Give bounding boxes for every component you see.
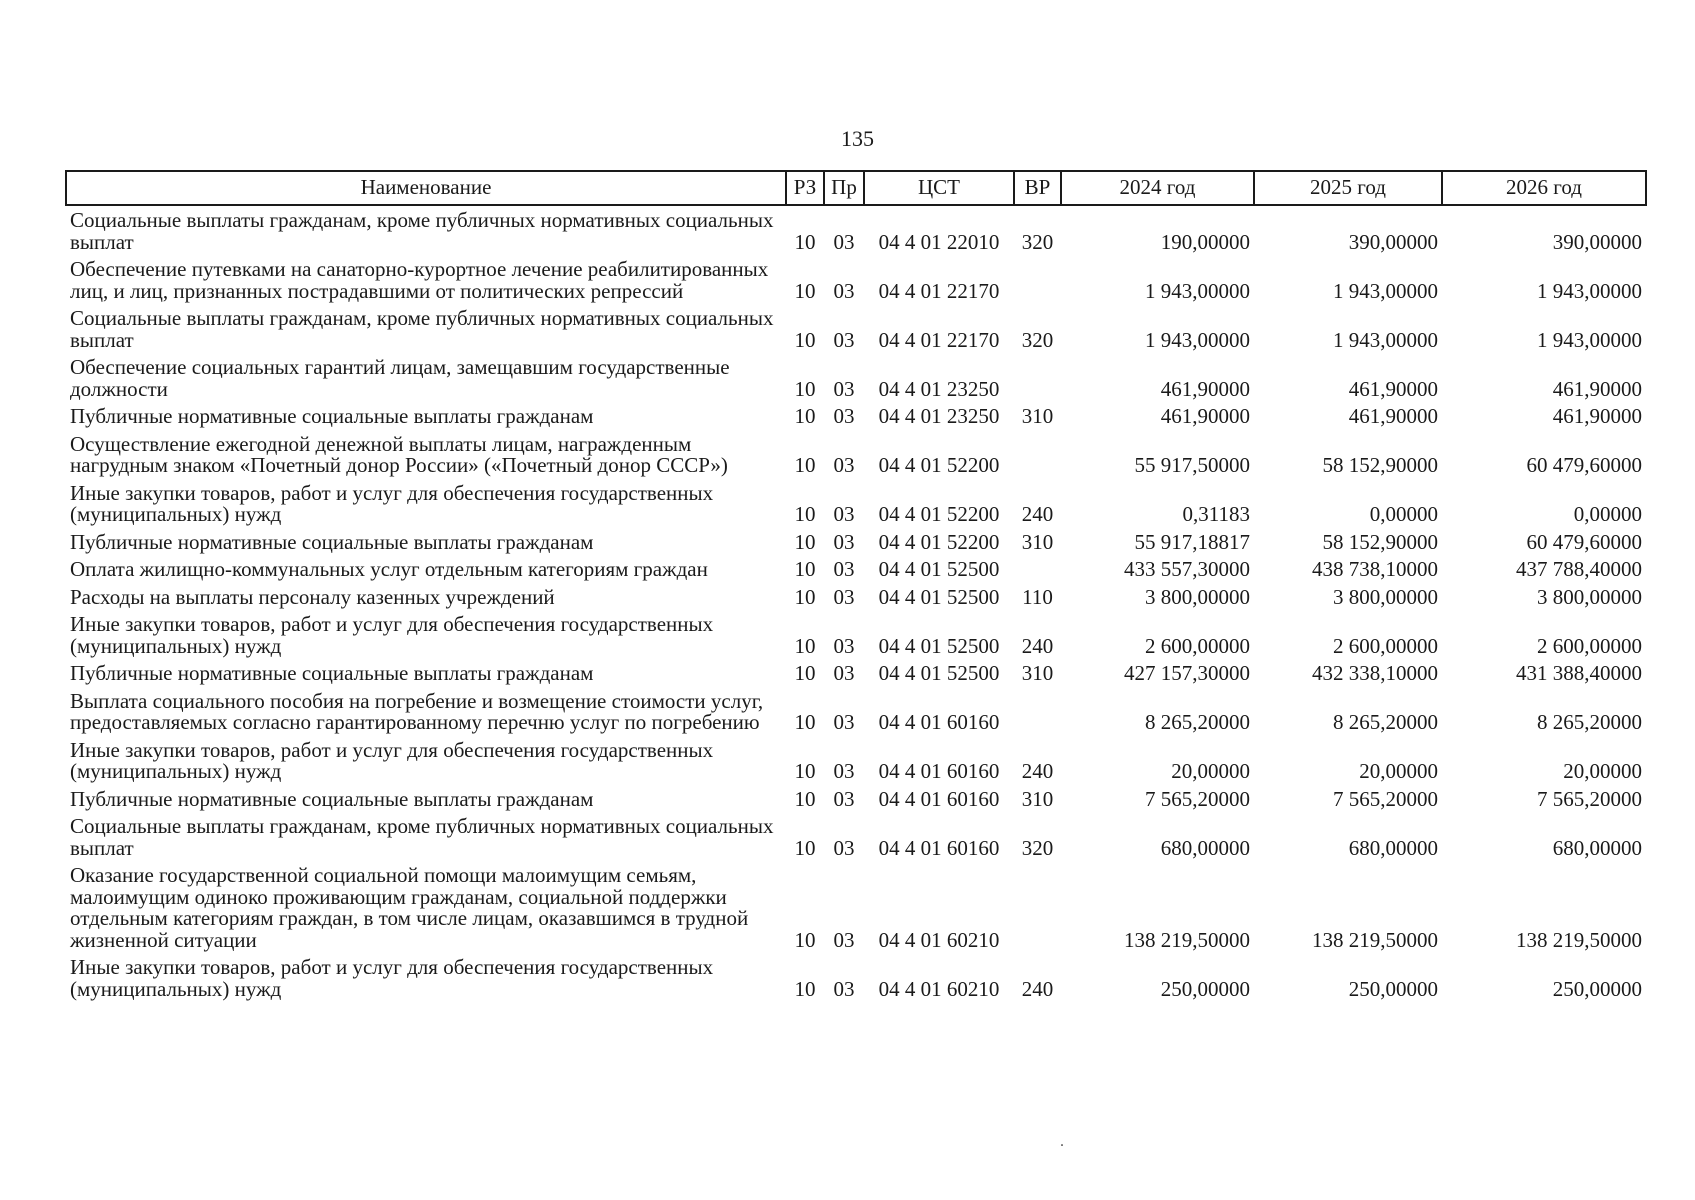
page-number: 135 xyxy=(841,126,874,151)
cell-cst: 04 4 01 52500 xyxy=(878,661,1000,685)
cell-vr: 310 xyxy=(1021,661,1054,685)
table-row xyxy=(66,814,1646,863)
cell-name: Расходы на выплаты персоналу казенных учреждений xyxy=(70,584,555,609)
cell-2026: 250,00000 xyxy=(1552,976,1642,1001)
header-name: Наименование xyxy=(66,171,786,205)
cell-2024: 55 917,18817 xyxy=(1134,529,1250,554)
cell-name: Публичные нормативные социальные выплаты гражданам xyxy=(70,786,594,811)
cell-vr: 310 xyxy=(1021,404,1054,428)
cell-cst: 04 4 01 52500 xyxy=(878,584,1000,609)
cell-2025: 2 600,00000 xyxy=(1333,633,1438,658)
cell-2025: 0,00000 xyxy=(1369,502,1438,526)
cell-name: Социальные выплаты гражданам, кроме публичных нормативных социальных выплат xyxy=(70,306,774,352)
cell-2024: 427 157,30000 xyxy=(1124,661,1250,685)
cell-2026: 437 788,40000 xyxy=(1516,557,1642,581)
cell-cst: 04 4 01 52500 xyxy=(878,557,1000,581)
cell-cst: 04 4 01 60160 xyxy=(878,759,1000,783)
cell-2026: 138 219,50000 xyxy=(1516,927,1642,952)
cell-2026: 461,90000 xyxy=(1552,404,1642,428)
cell-pr: 03 xyxy=(833,835,855,860)
cell-name: Публичные нормативные социальные выплаты гражданам xyxy=(70,529,594,554)
cell-rz: 10 xyxy=(794,927,816,952)
cell-name: Публичные нормативные социальные выплаты гражданам xyxy=(70,661,594,685)
table-row xyxy=(66,955,1646,1004)
cell-rz: 10 xyxy=(794,633,816,658)
cell-2024: 55 917,50000 xyxy=(1134,453,1250,477)
cell-pr: 03 xyxy=(833,927,855,952)
cell-name: Иные закупки товаров, работ и услуг для обеспечения государственных (муниципальных) нужд xyxy=(70,955,714,1001)
cell-rz: 10 xyxy=(794,835,816,860)
cell-pr: 03 xyxy=(833,759,855,783)
cell-rz: 10 xyxy=(794,976,816,1001)
cell-2026: 1 943,00000 xyxy=(1537,278,1642,303)
cell-2025: 8 265,20000 xyxy=(1333,710,1438,734)
cell-2024: 250,00000 xyxy=(1160,976,1250,1001)
cell-2025: 20,00000 xyxy=(1359,759,1438,783)
cell-vr xyxy=(1014,689,1061,738)
table-body xyxy=(66,205,1646,1004)
table-row xyxy=(66,205,1646,257)
cell-2024: 0,31183 xyxy=(1182,502,1250,526)
table-row xyxy=(66,257,1646,306)
cell-rz: 10 xyxy=(794,376,816,401)
cell-2026: 7 565,20000 xyxy=(1537,786,1642,811)
cell-rz: 10 xyxy=(794,661,816,685)
cell-rz: 10 xyxy=(794,557,816,581)
cell-vr xyxy=(1014,557,1061,585)
cell-name: Иные закупки товаров, работ и услуг для обеспечения государственных (муниципальных) нужд xyxy=(70,737,714,783)
cell-vr xyxy=(1014,432,1061,481)
cell-name: Обеспечение социальных гарантий лицам, замещавшим государственные должности xyxy=(70,355,730,401)
cell-cst: 04 4 01 60160 xyxy=(878,835,1000,860)
cell-cst: 04 4 01 60160 xyxy=(878,710,1000,734)
cell-pr: 03 xyxy=(833,710,855,734)
cell-name: Обеспечение путевками на санаторно-курортное лечение реабилитированных лиц, и лиц, признанных пострадавшими от политических репрессий xyxy=(70,257,769,303)
cell-cst: 04 4 01 52200 xyxy=(878,529,1000,554)
cell-2025: 438 738,10000 xyxy=(1312,557,1438,581)
cell-rz: 10 xyxy=(794,529,816,554)
cell-2026: 60 479,60000 xyxy=(1526,453,1642,477)
cell-pr: 03 xyxy=(833,661,855,685)
cell-pr: 03 xyxy=(833,633,855,658)
cell-2026: 1 943,00000 xyxy=(1537,327,1642,352)
cell-2024: 20,00000 xyxy=(1171,759,1250,783)
table-row xyxy=(66,661,1646,689)
cell-name: Иные закупки товаров, работ и услуг для обеспечения государственных (муниципальных) нужд xyxy=(70,612,714,658)
header-vr: ВР xyxy=(1014,171,1061,205)
table-header xyxy=(66,171,1646,205)
cell-2025: 58 152,90000 xyxy=(1322,453,1438,477)
table-row xyxy=(66,481,1646,530)
cell-name: Социальные выплаты гражданам, кроме публичных нормативных социальных выплат xyxy=(70,814,774,860)
cell-vr: 240 xyxy=(1021,502,1054,526)
table-row xyxy=(66,404,1646,432)
cell-rz: 10 xyxy=(794,278,816,303)
cell-pr: 03 xyxy=(833,404,855,428)
cell-name: Иные закупки товаров, работ и услуг для обеспечения государственных (муниципальных) нужд xyxy=(70,480,714,526)
header-2024: 2024 год xyxy=(1061,171,1254,205)
cell-pr: 03 xyxy=(833,453,855,477)
cell-pr: 03 xyxy=(833,502,855,526)
cell-rz: 10 xyxy=(794,759,816,783)
table-row xyxy=(66,432,1646,481)
cell-2026: 390,00000 xyxy=(1552,229,1642,254)
cell-2025: 432 338,10000 xyxy=(1312,661,1438,685)
cell-2025: 680,00000 xyxy=(1348,835,1438,860)
table-row xyxy=(66,530,1646,558)
table-row xyxy=(66,689,1646,738)
cell-pr: 03 xyxy=(833,529,855,554)
table-row xyxy=(66,355,1646,404)
cell-pr: 03 xyxy=(833,976,855,1001)
cell-2024: 2 600,00000 xyxy=(1145,633,1250,658)
cell-cst: 04 4 01 60160 xyxy=(878,786,1000,811)
cell-2026: 0,00000 xyxy=(1573,502,1642,526)
cell-name: Публичные нормативные социальные выплаты гражданам xyxy=(70,404,594,428)
cell-vr: 320 xyxy=(1021,229,1054,254)
cell-rz: 10 xyxy=(794,786,816,811)
cell-2025: 461,90000 xyxy=(1348,376,1438,401)
cell-name: Оказание государственной социальной помощи малоимущим семьям, малоимущим одиноко проживающим гражданам, социальной поддержки отдельным категориям граждан, в том числе лицам, оказавшимся в трудной жизненной ситуации xyxy=(70,863,749,952)
cell-pr: 03 xyxy=(833,557,855,581)
cell-2024: 680,00000 xyxy=(1160,835,1250,860)
cell-2024: 138 219,50000 xyxy=(1124,927,1250,952)
cell-2025: 390,00000 xyxy=(1348,229,1438,254)
cell-2025: 461,90000 xyxy=(1348,404,1438,428)
cell-rz: 10 xyxy=(794,404,816,428)
header-row xyxy=(66,171,1646,205)
cell-2025: 58 152,90000 xyxy=(1322,529,1438,554)
table-row xyxy=(66,787,1646,815)
cell-2024: 1 943,00000 xyxy=(1145,327,1250,352)
cell-pr: 03 xyxy=(833,278,855,303)
cell-vr: 240 xyxy=(1021,759,1054,783)
cell-cst: 04 4 01 60210 xyxy=(878,976,1000,1001)
cell-vr: 310 xyxy=(1021,786,1054,811)
cell-cst: 04 4 01 23250 xyxy=(878,376,1000,401)
cell-name: Социальные выплаты гражданам, кроме публичных нормативных социальных выплат xyxy=(70,208,774,254)
cell-vr xyxy=(1014,257,1061,306)
cell-rz: 10 xyxy=(794,710,816,734)
cell-name: Осуществление ежегодной денежной выплаты лицам, награжденным нагрудным знаком «Почетный донор России» («Почетный донор СССР») xyxy=(70,431,728,477)
cell-vr xyxy=(1014,863,1061,955)
cell-rz: 10 xyxy=(794,584,816,609)
cell-cst: 04 4 01 22010 xyxy=(878,229,1000,254)
cell-pr: 03 xyxy=(833,327,855,352)
cell-2026: 680,00000 xyxy=(1552,835,1642,860)
cell-2026: 431 388,40000 xyxy=(1516,661,1642,685)
cell-2026: 461,90000 xyxy=(1552,376,1642,401)
cell-2026: 60 479,60000 xyxy=(1526,529,1642,554)
cell-cst: 04 4 01 52500 xyxy=(878,633,1000,658)
cell-2024: 8 265,20000 xyxy=(1145,710,1250,734)
cell-2025: 7 565,20000 xyxy=(1333,786,1438,811)
header-2025: 2025 год xyxy=(1254,171,1442,205)
cell-vr: 240 xyxy=(1021,633,1054,658)
cell-rz: 10 xyxy=(794,327,816,352)
cell-vr: 320 xyxy=(1021,835,1054,860)
cell-name: Оплата жилищно-коммунальных услуг отдельным категориям граждан xyxy=(70,557,708,581)
cell-pr: 03 xyxy=(833,786,855,811)
cell-vr xyxy=(1014,355,1061,404)
cell-2024: 3 800,00000 xyxy=(1145,584,1250,609)
budget-table xyxy=(65,170,1647,1004)
cell-2024: 461,90000 xyxy=(1160,404,1250,428)
cell-2024: 190,00000 xyxy=(1160,229,1250,254)
cell-cst: 04 4 01 52200 xyxy=(878,502,1000,526)
table-row xyxy=(66,738,1646,787)
cell-2025: 138 219,50000 xyxy=(1312,927,1438,952)
cell-cst: 04 4 01 52200 xyxy=(878,453,1000,477)
cell-pr: 03 xyxy=(833,584,855,609)
cell-vr: 310 xyxy=(1021,529,1054,554)
cell-rz: 10 xyxy=(794,502,816,526)
table-row xyxy=(66,557,1646,585)
cell-pr: 03 xyxy=(833,376,855,401)
cell-2025: 3 800,00000 xyxy=(1333,584,1438,609)
cell-name: Выплата социального пособия на погребение и возмещение стоимости услуг, предоставляемых согласно гарантированному перечню услуг по погребению xyxy=(70,688,764,734)
table-row xyxy=(66,612,1646,661)
cell-rz: 10 xyxy=(794,453,816,477)
header-pr: Пр xyxy=(824,171,864,205)
cell-rz: 10 xyxy=(794,229,816,254)
stray-mark: . xyxy=(1060,1133,1064,1150)
cell-vr: 320 xyxy=(1021,327,1054,352)
cell-cst: 04 4 01 22170 xyxy=(878,278,1000,303)
cell-2026: 2 600,00000 xyxy=(1537,633,1642,658)
table-row xyxy=(66,863,1646,955)
table-row xyxy=(66,306,1646,355)
cell-2024: 461,90000 xyxy=(1160,376,1250,401)
cell-2026: 3 800,00000 xyxy=(1537,584,1642,609)
header-cst: ЦСТ xyxy=(864,171,1014,205)
header-2026: 2026 год xyxy=(1442,171,1646,205)
cell-vr: 240 xyxy=(1021,976,1054,1001)
cell-2024: 7 565,20000 xyxy=(1145,786,1250,811)
cell-2026: 8 265,20000 xyxy=(1537,710,1642,734)
cell-2024: 433 557,30000 xyxy=(1124,557,1250,581)
cell-2025: 250,00000 xyxy=(1348,976,1438,1001)
cell-cst: 04 4 01 23250 xyxy=(878,404,1000,428)
cell-2025: 1 943,00000 xyxy=(1333,278,1438,303)
cell-vr: 110 xyxy=(1022,584,1053,609)
cell-2025: 1 943,00000 xyxy=(1333,327,1438,352)
cell-2026: 20,00000 xyxy=(1563,759,1642,783)
cell-2024: 1 943,00000 xyxy=(1145,278,1250,303)
cell-pr: 03 xyxy=(833,229,855,254)
table-row xyxy=(66,585,1646,613)
cell-cst: 04 4 01 22170 xyxy=(878,327,1000,352)
cell-cst: 04 4 01 60210 xyxy=(878,927,1000,952)
header-rz: РЗ xyxy=(786,171,824,205)
